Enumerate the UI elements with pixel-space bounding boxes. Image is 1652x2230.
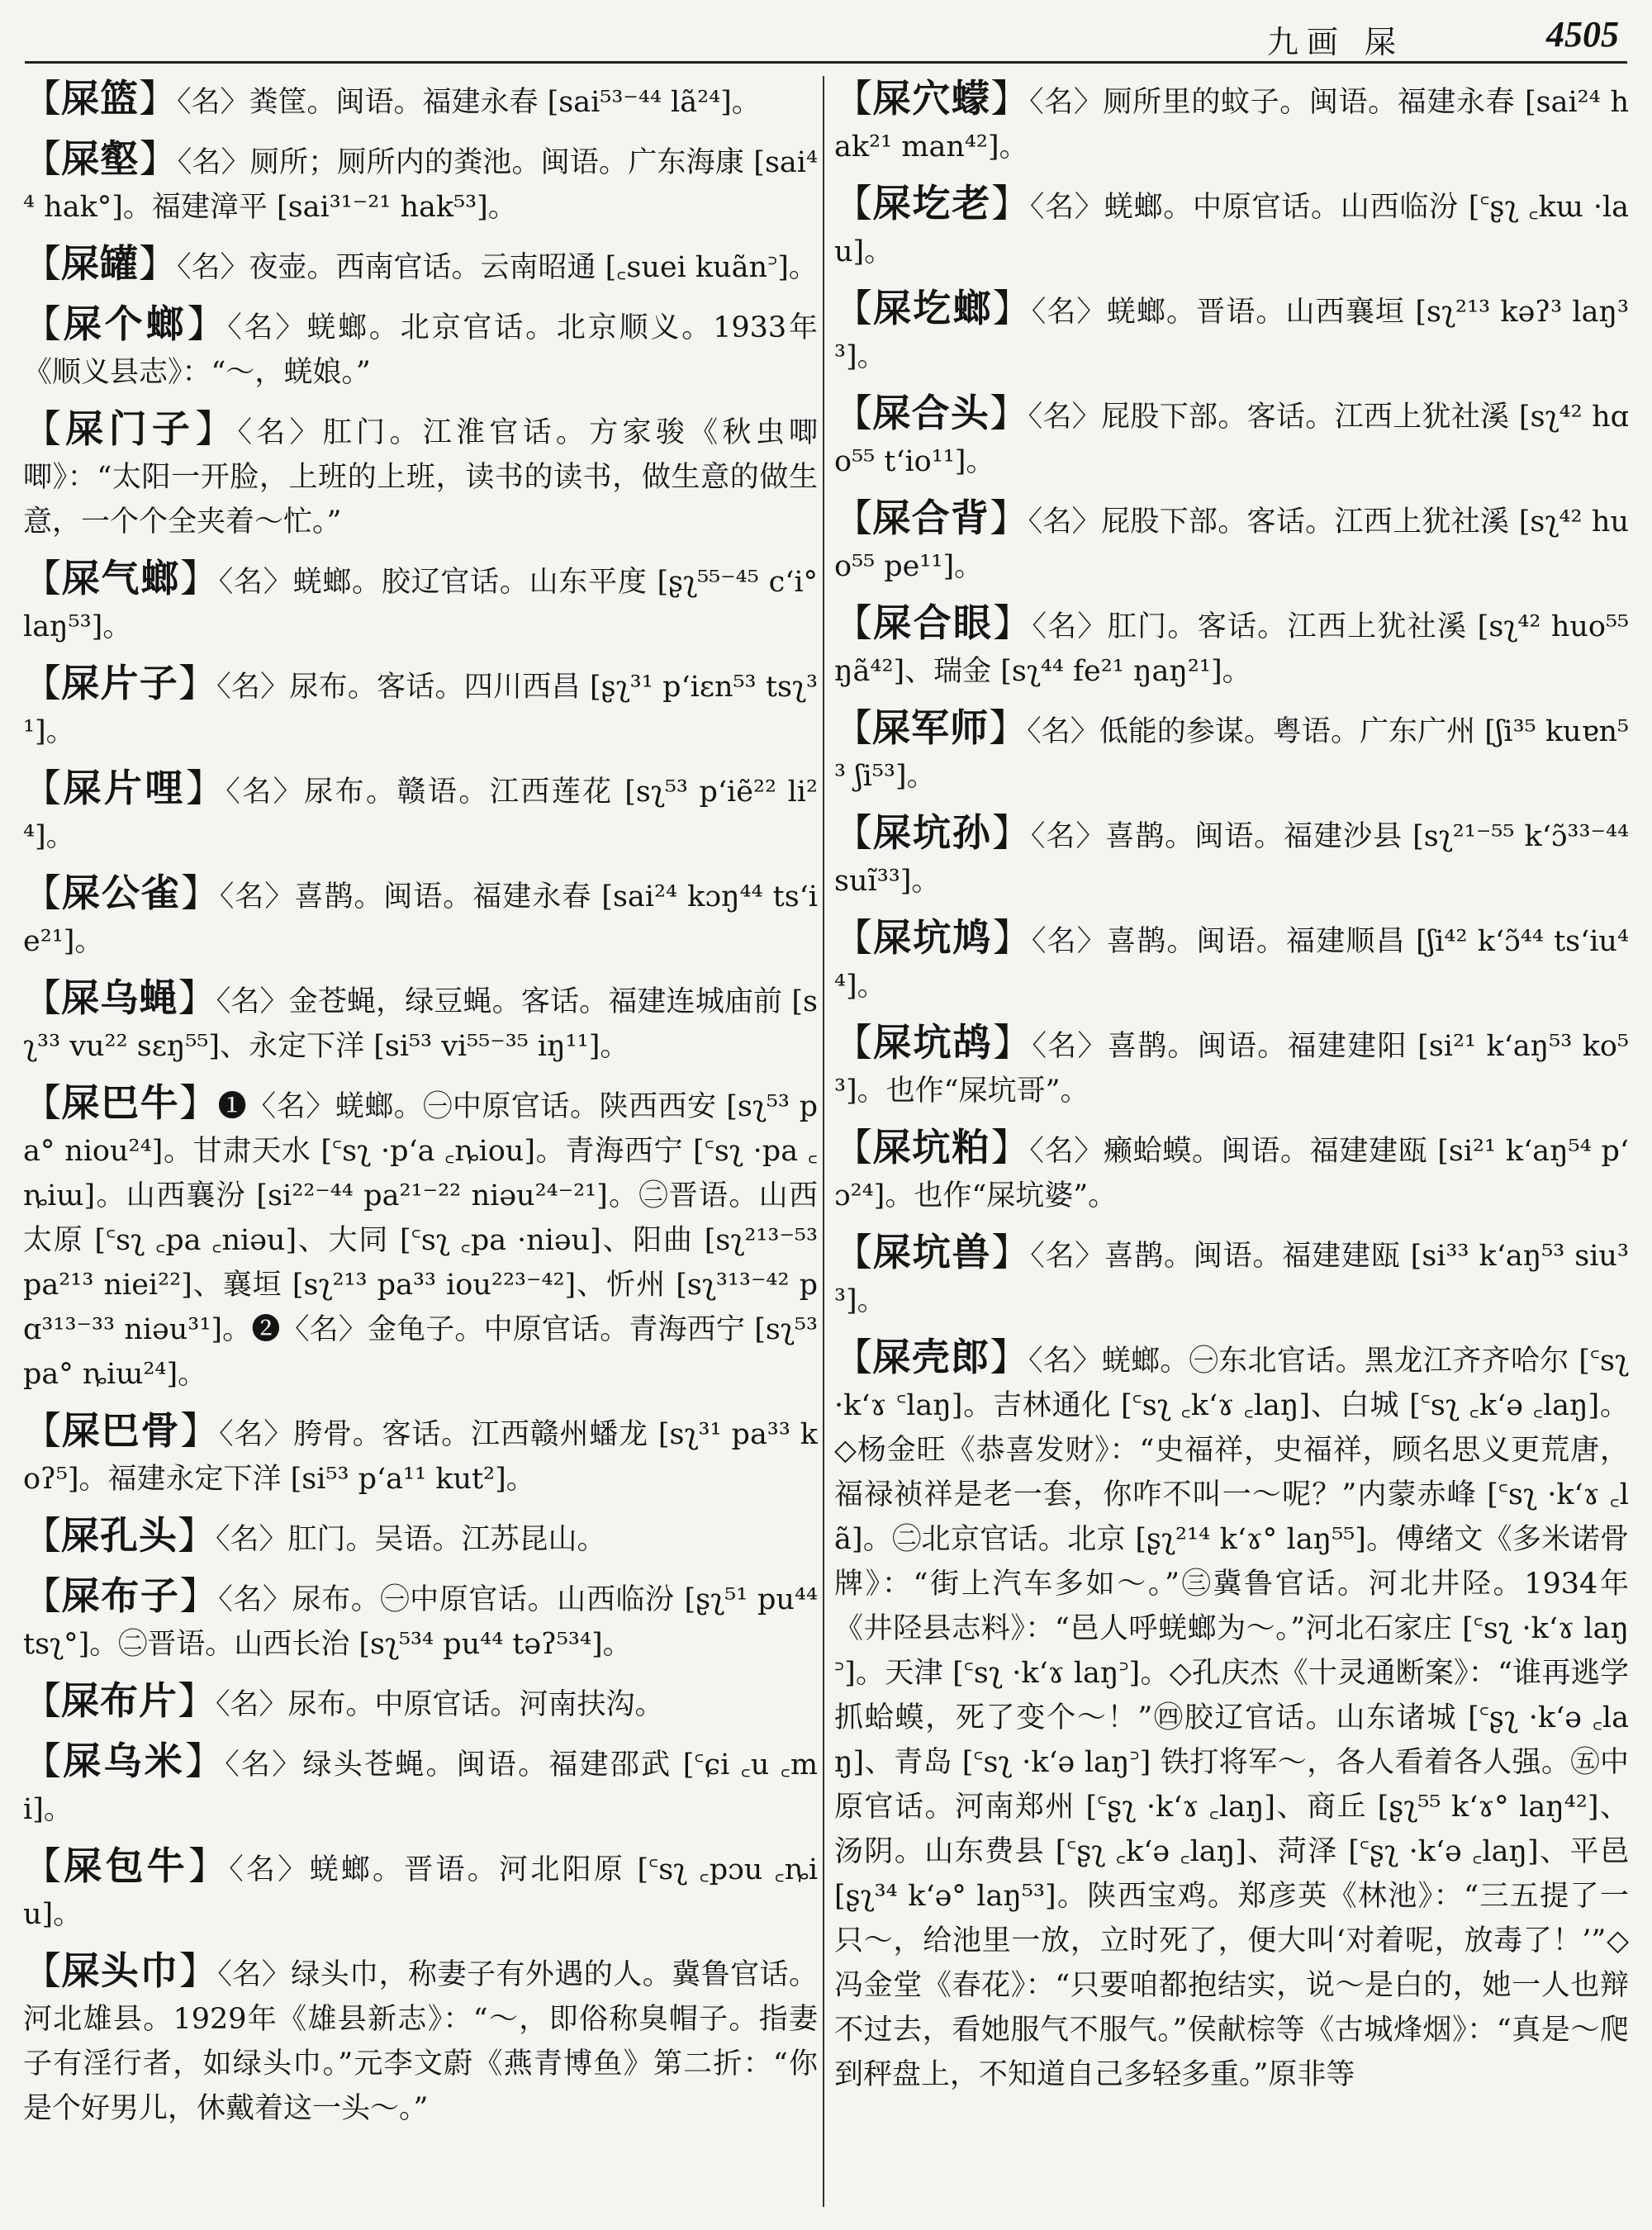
- headword: 屎坑粕: [872, 1125, 991, 1170]
- dictionary-entry: [23, 556, 818, 649]
- headword-bracket-open: 【: [834, 181, 873, 225]
- entry-definition: 〈名〉蜣螂。北京官话。北京顺义。1933年《顺义县志》：“～，蜣娘。”: [23, 311, 818, 389]
- headword: 屎孔头: [61, 1513, 178, 1558]
- dictionary-entry: [834, 181, 1629, 274]
- headword-bracket-close: 】: [990, 76, 1030, 121]
- entry-definition: 〈名〉绿头巾，称妻子有外遇的人。冀鲁官话。河北雄县。1929年《雄县新志》：“～，即俗称臭帽子。指妻子有淫行者，如绿头巾。”元李文蔚《燕青博鱼》第二折：“你是个好男儿，休戴着这一头～。”: [23, 1958, 818, 2125]
- headword-bracket-open: 【: [23, 241, 61, 286]
- headword-bracket-open: 【: [23, 871, 62, 915]
- headword-bracket-close: 】: [184, 1739, 225, 1783]
- entry-definition: 〈名〉喜鹊。闽语。福建顺昌 [ʃi⁴² kʻɔ̃⁴⁴ tsʻiu⁴⁴]。: [834, 925, 1629, 1003]
- headword-bracket-open: 【: [23, 1739, 64, 1783]
- headword-bracket-open: 【: [834, 1020, 874, 1065]
- headword-bracket-open: 【: [834, 1335, 873, 1379]
- headword-bracket-open: 【: [23, 556, 62, 600]
- entry-definition: 〈名〉蜣螂。中原官话。山西临汾 [꜂ʂʅ ꜀kɯ ·lau]。: [834, 191, 1629, 268]
- headword: 屎片哩: [63, 766, 186, 810]
- headword: 屎合眼: [873, 600, 994, 645]
- headword-bracket-close: 】: [180, 871, 220, 915]
- entry-definition: 〈名〉癞蛤蟆。闽语。福建建瓯 [si²¹ kʻaŋ⁵⁴ pʻɔ²⁴]。也作“屎坑婆”。: [834, 1135, 1629, 1212]
- dictionary-entry: [834, 1230, 1629, 1323]
- headword-bracket-close: 】: [991, 1230, 1031, 1274]
- dictionary-entry: [23, 136, 818, 230]
- dictionary-entry: [834, 600, 1629, 694]
- headword: 屎乌蝇: [61, 975, 178, 1020]
- headword-bracket-close: 】: [990, 1335, 1028, 1379]
- headword-bracket-close: 】: [188, 1843, 230, 1888]
- headword-bracket-open: 【: [23, 406, 66, 451]
- headword: 屎乌米: [63, 1739, 185, 1783]
- headword: 屎穴蠓: [872, 76, 991, 121]
- headword-bracket-open: 【: [834, 1125, 873, 1170]
- headword-bracket-close: 】: [178, 1948, 218, 1993]
- entry-definition: 〈名〉喜鹊。闽语。福建沙县 [sʅ²¹⁻⁵⁵ kʻɔ̃³³⁻⁴⁴ suĩ³³]。: [834, 820, 1629, 898]
- headword-bracket-open: 【: [23, 136, 62, 181]
- headword-bracket-open: 【: [23, 301, 64, 346]
- headword: 屎罐: [61, 241, 139, 286]
- headword-bracket-close: 】: [993, 600, 1032, 645]
- headword: 屎巴骨: [61, 1408, 181, 1453]
- entry-definition: 〈名〉尿布。客话。四川西昌 [ʂʅ³¹ pʻiɛn⁵³ tsʅ³¹]。: [23, 671, 818, 748]
- entry-definition: 〈名〉绿头苍蝇。闽语。福建邵武 [꜂ɕi ꜀u ꜀mi]。: [23, 1748, 818, 1826]
- headword: 屎布子: [61, 1573, 180, 1618]
- headword-bracket-close: 】: [991, 810, 1031, 855]
- dictionary-entry: [23, 1948, 818, 2131]
- entry-definition: 〈名〉喜鹊。闽语。福建建瓯 [si³³ kʻaŋ⁵³ siu³³]。: [834, 1240, 1629, 1317]
- headword-bracket-open: 【: [23, 766, 64, 810]
- headword-bracket-close: 】: [185, 766, 226, 810]
- headword-bracket-close: 】: [139, 241, 177, 286]
- dictionary-entry: [23, 661, 818, 754]
- dictionary-entry: [834, 76, 1629, 169]
- dictionary-entry: [23, 1408, 818, 1502]
- headword-bracket-open: 【: [23, 1573, 62, 1618]
- dictionary-entry: [23, 766, 818, 859]
- headword-bracket-open: 【: [834, 1230, 873, 1274]
- dictionary-entry: [834, 705, 1629, 799]
- headword: 屎坑鸠: [873, 915, 993, 960]
- page-header: [25, 8, 1627, 64]
- right-column: [834, 76, 1629, 2207]
- headword-bracket-close: 】: [179, 1080, 218, 1125]
- entry-definition: 〈名〉肛门。吴语。江苏昆山。: [216, 1523, 606, 1556]
- dictionary-entry: [834, 915, 1629, 1008]
- dictionary-entry: [834, 1335, 1629, 2097]
- headword-bracket-close: 】: [139, 76, 177, 121]
- headword-bracket-close: 】: [139, 136, 178, 181]
- dictionary-entry: [23, 1678, 818, 1727]
- headword: 屎军师: [872, 705, 990, 750]
- dictionary-entry: [834, 1125, 1629, 1218]
- entry-definition: 〈名〉尿布。中原官话。河南扶沟。: [216, 1688, 664, 1721]
- entry-definition: 〈名〉蜣螂。胶辽官话。山东平度 [ʂʅ⁵⁵⁻⁴⁵ cʻi° laŋ⁵³]。: [23, 566, 818, 643]
- dictionary-entry: [23, 1513, 818, 1562]
- headword: 屎个螂: [63, 301, 188, 346]
- dictionary-entry: [23, 1080, 818, 1397]
- headword-bracket-close: 】: [992, 286, 1032, 330]
- headword-bracket-open: 【: [834, 391, 873, 435]
- dictionary-entry: [23, 871, 818, 964]
- headword-bracket-close: 】: [179, 1573, 219, 1618]
- entry-definition: 〈名〉粪筐。闽语。福建永春 [sai⁵³⁻⁴⁴ lã²⁴]。: [177, 86, 761, 119]
- headword-bracket-open: 【: [834, 76, 873, 121]
- headword-bracket-open: 【: [23, 1948, 62, 1993]
- headword-bracket-close: 】: [990, 1125, 1030, 1170]
- headword: 屎篮: [61, 76, 139, 121]
- dictionary-entry: [23, 975, 818, 1069]
- headword-bracket-open: 【: [23, 1843, 64, 1888]
- headword-bracket-open: 【: [23, 975, 62, 1020]
- dictionary-entry: [23, 1573, 818, 1667]
- left-column: [23, 76, 818, 2207]
- headword-bracket-close: 】: [992, 915, 1032, 960]
- entry-definition: 〈名〉喜鹊。闽语。福建建阳 [si²¹ kʻaŋ⁵³ ko⁵³]。也作“屎坑哥”。: [834, 1030, 1629, 1108]
- entry-definition: 〈名〉蜣螂。晋语。河北阳原 [꜂sʅ ꜀pɔu ꜀ȵiu]。: [23, 1853, 818, 1931]
- entry-definition: 〈名〉尿布。赣语。江西莲花 [sʅ⁵³ pʻiẽ²² li²⁴]。: [23, 776, 818, 853]
- headword-bracket-close: 】: [178, 661, 217, 705]
- entry-definition: 〈名〉肛门。江淮官话。方家骏《秋虫唧唧》：“太阳一开脸，上班的上班，读书的读书，做生意的做生意，一个个全夹着～忙。”: [23, 416, 818, 539]
- headword: 屎壑: [61, 136, 140, 181]
- headword-bracket-open: 【: [834, 496, 873, 540]
- headword-bracket-close: 】: [993, 1020, 1032, 1065]
- headword-bracket-close: 】: [990, 391, 1028, 435]
- headword-bracket-close: 】: [180, 1408, 220, 1453]
- headword: 屎圪老: [872, 181, 992, 225]
- entry-definition: 〈名〉屁股下部。客话。江西上犹社溪 [sʅ⁴² huo⁵⁵ pe¹¹]。: [834, 505, 1629, 583]
- dictionary-entry: [834, 391, 1629, 484]
- headword: 屎片子: [61, 661, 178, 705]
- headword-bracket-open: 【: [23, 76, 61, 121]
- headword-bracket-open: 【: [23, 1080, 62, 1125]
- entry-definition: ❶〈名〉蜣螂。㊀中原官话。陕西西安 [sʅ⁵³ pa° niou²⁴]。甘肃天水 [꜂sʅ ·pʻa ꜀ȵiou]。青海西宁 [꜂sʅ ·pa ꜀ȵiɯ]。山西襄汾 [si²²⁻⁴⁴ pa²¹⁻²² niəu²⁴⁻²¹]。㊁晋语。山西太原 [꜂sʅ ꜀pa ꜀niəu]、大同 [꜂sʅ ꜀pa ·niəu]、阳曲 [sʅ²¹³⁻⁵³ pa²¹³ niei²²]、襄垣 [sʅ²¹³ pa³³ iou²²³⁻⁴²]、忻州 [sʅ³¹³⁻⁴² pɑ³¹³⁻³³ niəu³¹]。❷〈名〉金龟子。中原官话。青海西宁 [sʅ⁵³ pa° ȵiɯ²⁴]。: [23, 1090, 818, 1391]
- headword-bracket-open: 【: [23, 1678, 61, 1723]
- headword: 屎门子: [65, 406, 196, 451]
- entry-definition: 〈名〉蜣螂。㊀东北官话。黑龙江齐齐哈尔 [꜂sʅ ·kʻɤ ꜂laŋ]。吉林通化 [꜂sʅ ꜀kʻɤ ꜀laŋ]、白城 [꜂sʅ ꜀kʻə ꜀laŋ]。◇杨金旺《恭喜发财》：“史福祥，史福祥，顾名思义更荒唐，福禄祯祥是老一套，你咋不叫一～呢？”内蒙赤峰 [꜂sʅ ·kʻɤ ꜀lã]。㊁北京官话。北京 [ʂʅ²¹⁴ kʻɤ° laŋ⁵⁵]。傅绪文《多米诺骨牌》：“街上汽车多如～。”㊂冀鲁官话。河北井陉。1934年《井陉县志料》：“邑人呼蜣螂为～。”河北石家庄 [꜂sʅ ·kʻɤ laŋ꜄]。天津 [꜂sʅ ·kʻɤ laŋ꜄]。◇孔庆杰《十灵通断案》：“谁再逃学抓蛤蟆，死了变个～！”㊃胶辽官话。山东诸城 [꜂ʂʅ ·kʻə ꜀laŋ]、青岛 [꜂sʅ ·kʻə laŋ꜄] 铁打将军～，各人看着各人强。㊄中原官话。河南郑州 [꜂ʂʅ ·kʻɤ ꜀laŋ]、商丘 [ʂʅ⁵⁵ kʻɤ° laŋ⁴²]、汤阴。山东费县 [꜂ʂʅ ꜀kʻə ꜀laŋ]、菏泽 [꜂ʂʅ ·kʻə ꜀laŋ]、平邑 [ʂʅ³⁴ kʻə° laŋ⁵³]。陕西宝鸡。郑彦英《林池》：“三五提了一只～，给池里一放，立时死了，便大叫‘对着呢，放毒了！’”◇冯金堂《春花》：“只要咱都抱结实，说～是白的，她一人也辩不过去，看她服气不服气。”侯献棕等《古城烽烟》：“真是～爬到秤盘上，不知道自己多轻多重。”原非等: [834, 1345, 1629, 2091]
- headword-bracket-open: 【: [834, 915, 874, 960]
- headword: 屎公雀: [61, 871, 181, 915]
- dictionary-entry: [834, 496, 1629, 589]
- headword-bracket-open: 【: [834, 810, 873, 855]
- headword-bracket-close: 】: [989, 705, 1028, 750]
- dictionary-entry: [23, 76, 818, 125]
- headword-bracket-open: 【: [23, 661, 62, 705]
- entry-definition: 〈名〉夜壶。西南官话。云南昭通 [꜀suei kuãn꜄]。: [177, 251, 818, 284]
- headword: 屎合头: [872, 391, 990, 435]
- entry-definition: 〈名〉厕所里的蚊子。闽语。福建永春 [sai²⁴ hak²¹ man⁴²]。: [834, 86, 1629, 164]
- dictionary-entry: [23, 406, 818, 544]
- entry-definition: 〈名〉胯骨。客话。江西赣州蟠龙 [sʅ³¹ pa³³ koʔ⁵]。福建永定下洋 [si⁵³ pʻa¹¹ kut²]。: [23, 1418, 818, 1496]
- headword-bracket-close: 】: [178, 1513, 216, 1558]
- dictionary-entry: [834, 286, 1629, 379]
- headword: 屎壳郎: [872, 1335, 990, 1379]
- headword-bracket-close: 】: [178, 1678, 216, 1723]
- entry-definition: 〈名〉屁股下部。客话。江西上犹社溪 [sʅ⁴² hɑo⁵⁵ tʻio¹¹]。: [834, 401, 1629, 478]
- entry-definition: 〈名〉肛门。客话。江西上犹社溪 [sʅ⁴² huo⁵⁵ ŋã⁴²]、瑞金 [sʅ⁴⁴ fe²¹ ŋaŋ²¹]。: [834, 610, 1629, 688]
- headword-bracket-close: 】: [195, 406, 238, 451]
- headword: 屎包牛: [64, 1843, 189, 1888]
- headword-bracket-open: 【: [834, 286, 874, 330]
- headword: 屎气螂: [61, 556, 181, 600]
- entry-definition: 〈名〉尿布。㊀中原官话。山西临汾 [ʂʅ⁵¹ pu⁴⁴ tsʅ°]。㊁晋语。山西长治 [sʅ⁵³⁴ pu⁴⁴ təʔ⁵³⁴]。: [23, 1583, 818, 1661]
- headword-bracket-open: 【: [23, 1513, 61, 1558]
- entry-definition: 〈名〉厕所；厕所内的粪池。闽语。广东海康 [sai⁴⁴ hak°]。福建漳平 [sai³¹⁻²¹ hak⁵³]。: [23, 146, 818, 224]
- headword-bracket-close: 】: [178, 975, 216, 1020]
- headword: 屎坑鸪: [873, 1020, 994, 1065]
- headword: 屎坑兽: [872, 1230, 992, 1274]
- dictionary-entry: [23, 1843, 818, 1937]
- entry-definition: 〈名〉金苍蝇，绿豆蝇。客话。福建连城庙前 [sʅ³³ vu²² sɛŋ⁵⁵]、永定下洋 [si⁵³ vi⁵⁵⁻³⁵ iŋ¹¹]。: [23, 985, 818, 1063]
- headword-bracket-open: 【: [834, 600, 874, 645]
- running-head-title: 九画 屎: [1266, 24, 1404, 60]
- entry-definition: 〈名〉蜣螂。晋语。山西襄垣 [sʅ²¹³ kəʔ³ laŋ³³]。: [834, 296, 1629, 373]
- dictionary-entry: [23, 241, 818, 290]
- dictionary-entry: [23, 1739, 818, 1832]
- dictionary-entry: [834, 810, 1629, 904]
- entry-definition: 〈名〉低能的参谋。粤语。广东广州 [ʃi³⁵ kuɐn⁵³ ʃi⁵³]。: [834, 715, 1629, 793]
- page-number: 4505: [1546, 14, 1619, 55]
- headword-bracket-open: 【: [834, 705, 873, 750]
- headword: 屎合背: [872, 496, 990, 540]
- headword-bracket-close: 】: [180, 556, 219, 600]
- headword-bracket-close: 】: [990, 496, 1028, 540]
- headword-bracket-close: 】: [187, 301, 228, 346]
- headword-bracket-open: 【: [23, 1408, 62, 1453]
- headword: 屎坑孙: [872, 810, 992, 855]
- dictionary-entry: [834, 1020, 1629, 1113]
- headword-bracket-close: 】: [991, 181, 1030, 225]
- column-divider: [823, 76, 824, 2207]
- headword: 屎巴牛: [61, 1080, 180, 1125]
- headword: 屎圪螂: [873, 286, 993, 330]
- headword: 屎布片: [61, 1678, 178, 1723]
- entry-definition: 〈名〉喜鹊。闽语。福建永春 [sai²⁴ kɔŋ⁴⁴ tsʻie²¹]。: [23, 880, 818, 958]
- headword: 屎头巾: [61, 1948, 179, 1993]
- dictionary-entry: [23, 301, 818, 395]
